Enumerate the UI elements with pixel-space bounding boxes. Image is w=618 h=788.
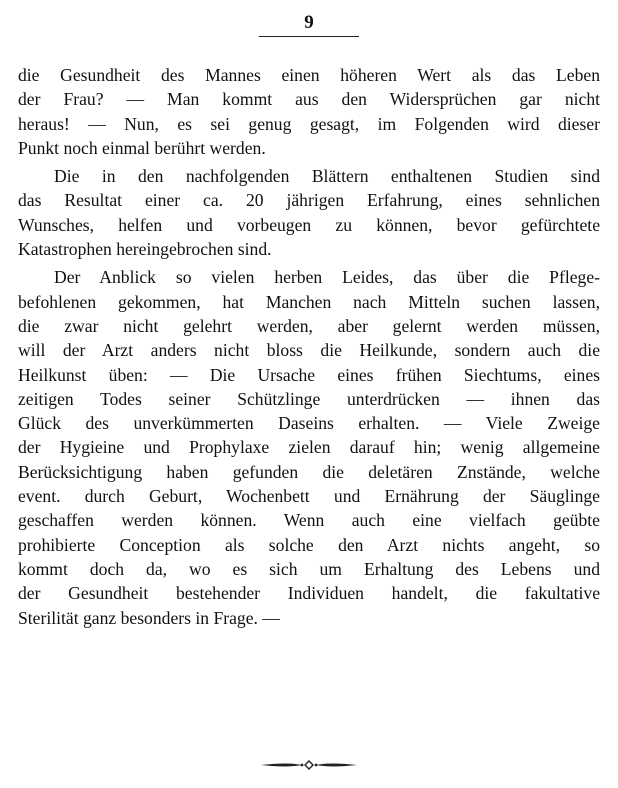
paragraph	[18, 63, 600, 160]
body-text	[18, 63, 600, 630]
text-line: Glück des unverkümmerten Daseins erhalten. — Viele Zweige	[18, 413, 600, 434]
text-line: die Gesundheit des Mannes einen höheren Wert als das Leben	[18, 65, 600, 85]
text-line: das Resultat einer ca. 20 jährigen Erfahrung, eines sehnlichen	[18, 190, 600, 211]
text-line: Wunsches, helfen und vorbeugen zu können, bevor gefürchtete	[18, 214, 600, 235]
text-line: event. durch Geburt, Wochenbett und Ernährung der Säuglinge	[18, 486, 600, 507]
text-line: heraus! — Nun, es sei genug gesagt, im Folgenden wird dieser	[18, 113, 600, 134]
text-line: Katastrophen hereingebrochen sind.	[18, 239, 272, 260]
text-line: der Frau? — Man kommt aus den Widersprüchen gar nicht	[18, 89, 600, 110]
text-line: Punkt noch einmal berührt werden.	[18, 137, 266, 158]
text-line: kommt doch da, wo es sich um Erhaltung des Lebens und	[18, 558, 600, 579]
header-rule	[259, 36, 359, 37]
tail-ornament	[259, 758, 359, 772]
text-line: Die in den nachfolgenden Blättern enthaltenen Studien sind	[54, 166, 600, 187]
text-line: zeitigen Todes seiner Schützlinge unterdrücken — ihnen das	[18, 388, 600, 409]
text-line: will der Arzt anders nicht bloss die Heilkunde, sondern auch die	[18, 340, 600, 361]
paragraph	[18, 265, 600, 629]
text-line: der Gesundheit bestehender Individuen handelt, die fakultative	[18, 583, 600, 604]
text-line: Heilkunst üben: — Die Ursache eines frühen Siechtums, eines	[18, 364, 600, 385]
text-line: Berücksichtigung haben gefunden die deletären Znstände, welche	[18, 461, 600, 482]
text-line: Sterilität ganz besonders in Frage. —	[18, 607, 280, 628]
text-line: prohibierte Conception als solche den Arzt nichts angeht, so	[18, 534, 600, 555]
text-line: befohlenen gekommen, hat Manchen nach Mitteln suchen lassen,	[18, 291, 600, 312]
text-line: der Hygieine und Prophylaxe zielen darauf hin; wenig allgemeine	[18, 437, 600, 458]
page-number: 9	[304, 12, 314, 33]
text-line: geschaffen werden können. Wenn auch eine vielfach geübte	[18, 510, 600, 531]
paragraph	[18, 164, 600, 261]
text-line: die zwar nicht gelehrt werden, aber gelernt werden müssen,	[18, 315, 600, 336]
text-line: Der Anblick so vielen herben Leides, das über die Pflege-	[54, 267, 600, 288]
